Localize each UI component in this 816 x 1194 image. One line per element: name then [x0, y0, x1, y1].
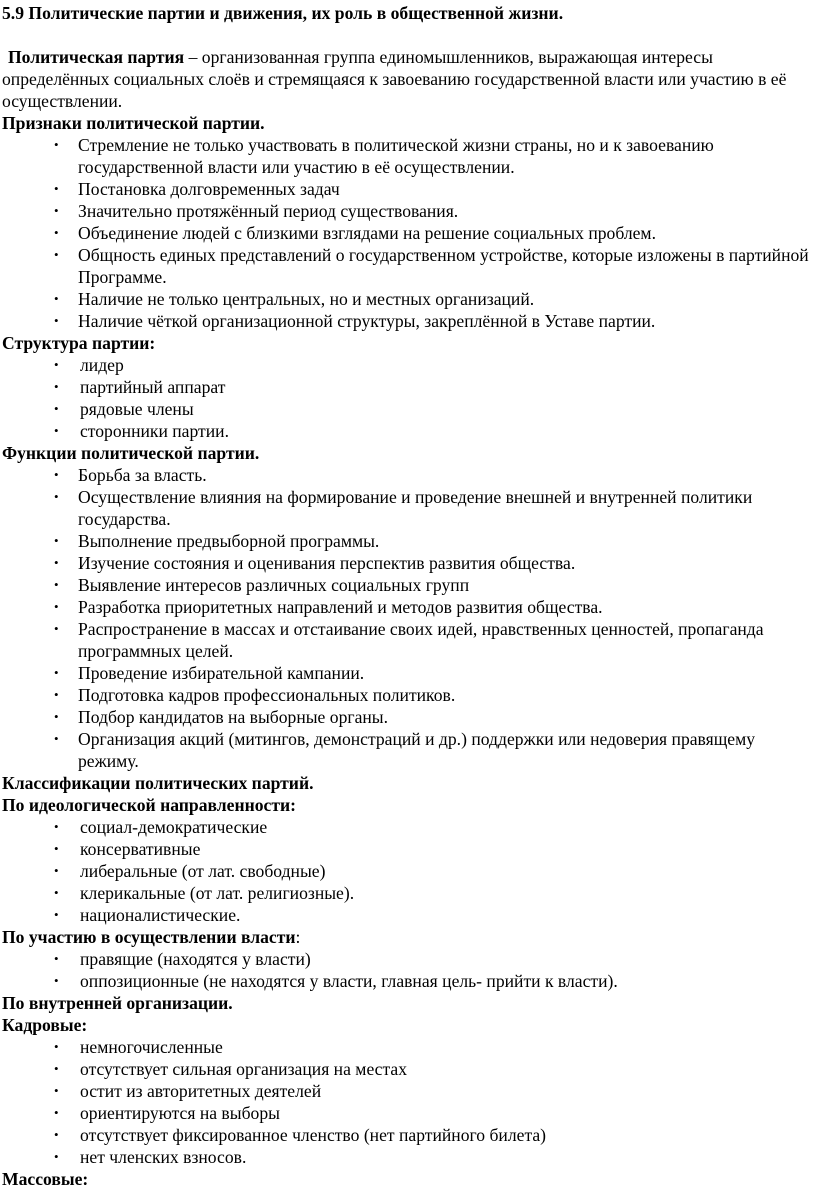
list-item: [2, 376, 814, 398]
list-item: [2, 1146, 814, 1168]
cadre-heading: Кадровые:: [2, 1015, 88, 1035]
bullet-icon: •: [54, 577, 59, 592]
list-item: [2, 948, 814, 970]
list-item: [2, 860, 814, 882]
bullet-icon: •: [54, 247, 59, 262]
list-item-text: Распространение в массах и отстаивание своих идей, нравственных ценностей, пропаганда программных целей.: [78, 619, 764, 661]
list-item-text: Общность единых представлений о государственном устройстве, которые изложены в партийной Программе.: [78, 245, 809, 287]
ideology-heading: По идеологической направленности:: [2, 795, 296, 815]
list-item-text: Выполнение предвыборной программы.: [78, 531, 380, 551]
bullet-icon: •: [54, 401, 59, 416]
bullet-icon: •: [54, 951, 59, 966]
list-item-text: клерикальные (от лат. религиозные).: [80, 883, 355, 903]
bullet-icon: •: [54, 599, 59, 614]
page-title: 5.9 Политические партии и движения, их роль в общественной жизни.: [2, 3, 564, 23]
list-item-text: сторонники партии.: [80, 421, 229, 441]
bullet-icon: •: [54, 225, 59, 240]
bullet-icon: •: [54, 467, 59, 482]
classification-heading: Классификации политических партий.: [2, 773, 314, 793]
bullet-icon: •: [54, 1127, 59, 1142]
list-item: [2, 838, 814, 860]
list-item-text: нет членских взносов.: [80, 1147, 247, 1167]
list-item: [2, 310, 814, 332]
list-item-text: Объединение людей с близкими взглядами на решение социальных проблем.: [78, 223, 656, 243]
bullet-icon: •: [54, 137, 59, 152]
bullet-icon: •: [54, 709, 59, 724]
bullet-icon: •: [54, 489, 59, 504]
definition-paragraph: [2, 46, 814, 112]
list-item-text: консервативные: [80, 839, 201, 859]
list-item: [2, 178, 814, 200]
list-item-text: партийный аппарат: [80, 377, 226, 397]
list-item-text: Стремление не только участвовать в политической жизни страны, но и к завоеванию государственной власти или участию в её осуществлении.: [78, 135, 714, 177]
list-item-text: Проведение избирательной кампании.: [78, 663, 365, 683]
document: [2, 0, 814, 1190]
list-item: [2, 222, 814, 244]
power-heading: [2, 926, 814, 948]
list-item-text: Постановка долговременных задач: [78, 179, 340, 199]
list-item: [2, 728, 814, 772]
bullet-icon: •: [54, 313, 59, 328]
power-list: [2, 948, 814, 992]
list-item: [2, 706, 814, 728]
list-item-text: Разработка приоритетных направлений и методов развития общества.: [78, 597, 603, 617]
list-item: [2, 574, 814, 596]
list-item-text: остит из авторитетных деятелей: [80, 1081, 322, 1101]
bullet-icon: •: [54, 841, 59, 856]
internal-heading: По внутренней организации.: [2, 993, 233, 1013]
list-item: [2, 618, 814, 662]
list-item-text: рядовые члены: [80, 399, 194, 419]
power-heading-text: По участию в осуществлении власти: [2, 927, 296, 947]
list-item: [2, 288, 814, 310]
bullet-icon: •: [54, 1149, 59, 1164]
list-item-text: Организация акций (митингов, демонстраций и др.) поддержки или недоверия правящему режиму.: [78, 729, 756, 771]
list-item-text: Подбор кандидатов на выборные органы.: [78, 707, 389, 727]
list-item: [2, 1036, 814, 1058]
mass-heading: Массовые:: [2, 1169, 89, 1189]
list-item: [2, 684, 814, 706]
list-item: [2, 1124, 814, 1146]
bullet-icon: •: [54, 379, 59, 394]
list-item-text: Изучение состояния и оценивания перспектив развития общества.: [78, 553, 576, 573]
list-item-text: либеральные (от лат. свободные): [80, 861, 326, 881]
list-item-text: немногочисленные: [80, 1037, 223, 1057]
list-item: [2, 1080, 814, 1102]
bullet-icon: •: [54, 819, 59, 834]
list-item: [2, 596, 814, 618]
bullet-icon: •: [54, 885, 59, 900]
list-item: [2, 134, 814, 178]
list-item: [2, 882, 814, 904]
bullet-icon: •: [54, 533, 59, 548]
bullet-icon: •: [54, 357, 59, 372]
list-item: [2, 904, 814, 926]
list-item: [2, 486, 814, 530]
bullet-icon: •: [54, 181, 59, 196]
list-item-text: оппозиционные (не находятся у власти, главная цель- прийти к власти).: [80, 971, 618, 991]
bullet-icon: •: [54, 1061, 59, 1076]
list-item: [2, 530, 814, 552]
list-item: [2, 354, 814, 376]
list-item: [2, 244, 814, 288]
list-item: [2, 662, 814, 684]
list-item-text: Борьба за власть.: [78, 465, 207, 485]
list-item: [2, 420, 814, 442]
bullet-icon: •: [54, 555, 59, 570]
list-item: [2, 1058, 814, 1080]
bullet-icon: •: [54, 291, 59, 306]
bullet-icon: •: [54, 863, 59, 878]
bullet-icon: •: [54, 665, 59, 680]
bullet-icon: •: [54, 1039, 59, 1054]
section-heading-functions: Функции политической партии.: [2, 443, 260, 463]
list-item-text: отсутствует сильная организация на местах: [80, 1059, 408, 1079]
section-heading-structure: Структура партии:: [2, 333, 156, 353]
list-item-text: Наличие не только центральных, но и местных организаций.: [78, 289, 535, 309]
bullet-icon: •: [54, 687, 59, 702]
list-item-text: лидер: [80, 355, 124, 375]
list-item-text: Значительно протяжённый период существования.: [78, 201, 459, 221]
bullet-icon: •: [54, 1083, 59, 1098]
power-heading-suffix: :: [295, 927, 301, 947]
section-heading-signs: Признаки политической партии.: [2, 113, 265, 133]
list-item-text: Осуществление влияния на формирование и проведение внешней и внутренней политики государства.: [78, 487, 753, 529]
ideology-list: [2, 816, 814, 926]
bullet-icon: •: [54, 423, 59, 438]
bullet-icon: •: [54, 203, 59, 218]
bullet-icon: •: [54, 907, 59, 922]
list-item: [2, 1102, 814, 1124]
list-item: [2, 552, 814, 574]
blank-line: [2, 24, 814, 46]
list-item: [2, 970, 814, 992]
definition-term: Политическая партия: [8, 47, 185, 67]
list-item-text: ориентируются на выборы: [80, 1103, 280, 1123]
list-item: [2, 200, 814, 222]
list-item-text: социал-демократические: [80, 817, 268, 837]
list-item-text: отсутствует фиксированное членство (нет партийного билета): [80, 1125, 547, 1145]
signs-list: [2, 134, 814, 332]
structure-list: [2, 354, 814, 442]
bullet-icon: •: [54, 973, 59, 988]
list-item-text: правящие (находятся у власти): [80, 949, 311, 969]
list-item-text: Выявление интересов различных социальных групп: [78, 575, 470, 595]
list-item-text: националистические.: [80, 905, 241, 925]
list-item: [2, 464, 814, 486]
list-item: [2, 816, 814, 838]
bullet-icon: •: [54, 1105, 59, 1120]
cadre-list: [2, 1036, 814, 1168]
list-item-text: Наличие чёткой организационной структуры, закреплённой в Уставе партии.: [78, 311, 656, 331]
bullet-icon: •: [54, 731, 59, 746]
functions-list: [2, 464, 814, 772]
list-item-text: Подготовка кадров профессиональных политиков.: [78, 685, 456, 705]
definition-text: – организованная группа единомышленников, выражающая интересы определённых социальных слоёв и стремящаяся к завоеванию государственной власти или участию в её осуществлении.: [2, 47, 787, 111]
list-item: [2, 398, 814, 420]
bullet-icon: •: [54, 621, 59, 636]
